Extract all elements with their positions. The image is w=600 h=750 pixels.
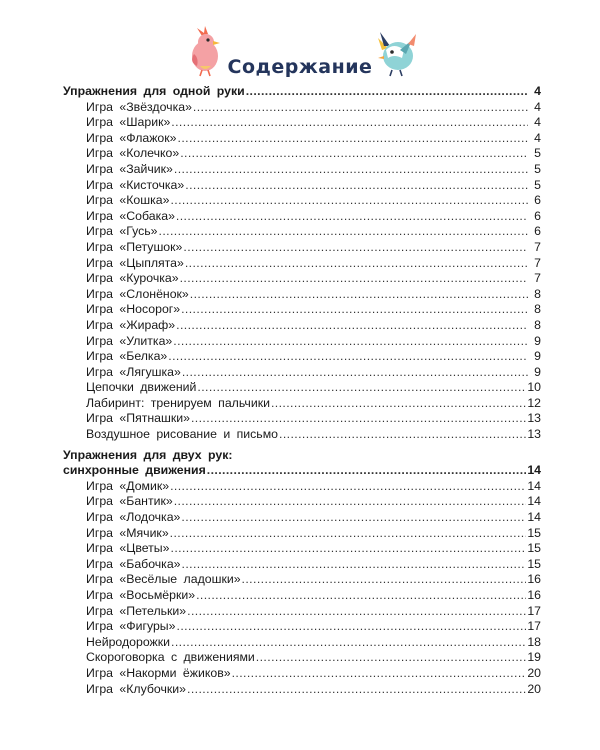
- entry-label: Игра «Клубочки»: [86, 681, 186, 696]
- leader-dots: [187, 682, 526, 698]
- page-number: 7: [534, 255, 541, 270]
- leader-dots: [178, 131, 529, 147]
- leader-dots: [170, 479, 526, 495]
- page-number: 8: [534, 302, 541, 317]
- entry-label: Игра «Колечко»: [86, 146, 180, 161]
- page-number: 4: [534, 130, 541, 145]
- leader-dots: [168, 349, 528, 365]
- entry-label: Цепочки движений: [86, 380, 197, 395]
- entry-label: Игра «Восьмёрки»: [86, 588, 196, 602]
- toc-entry[interactable]: [63, 635, 541, 651]
- toc-entry[interactable]: [63, 162, 541, 178]
- toc-entry[interactable]: [63, 100, 541, 116]
- section-items: [63, 479, 541, 697]
- leader-dots: [181, 302, 528, 318]
- leader-dots: [176, 209, 528, 225]
- entry-label: Игра «Гусь»: [86, 224, 158, 239]
- page-header: [0, 22, 600, 88]
- page-number: 17: [527, 619, 541, 634]
- page-number: 16: [527, 572, 541, 587]
- leader-dots: [171, 635, 526, 651]
- page-number: 15: [527, 541, 541, 556]
- page-number: 14: [527, 463, 541, 478]
- entry-label: Игра «Слонёнок»: [86, 286, 189, 301]
- page-number: 10: [527, 380, 541, 395]
- section-heading-line: Упражнения для двух рук:: [63, 447, 233, 462]
- toc-entry[interactable]: [63, 131, 541, 147]
- toc-entry[interactable]: [63, 193, 541, 209]
- leader-dots: [171, 115, 528, 131]
- toc-entry[interactable]: [63, 224, 541, 240]
- toc-entry[interactable]: [63, 588, 541, 604]
- toc-entry[interactable]: [63, 526, 541, 542]
- entry-label: Игра «Лодочка»: [86, 510, 181, 525]
- toc-entry[interactable]: [63, 557, 541, 573]
- page-number: 13: [527, 411, 541, 426]
- page-number: 5: [534, 177, 541, 192]
- toc-entry[interactable]: [63, 115, 541, 131]
- leader-dots: [232, 666, 527, 682]
- entry-label: Игра «Жираф»: [86, 317, 176, 332]
- page-number: 17: [527, 603, 541, 618]
- leader-dots: [196, 588, 526, 604]
- page-number: 9: [534, 333, 541, 348]
- entry-label: Игра «Курочка»: [86, 271, 179, 286]
- page-number: 12: [527, 395, 541, 410]
- entry-label: Скороговорка с движениями: [86, 650, 255, 665]
- page-number: 9: [534, 364, 541, 379]
- page-number: 14: [527, 494, 541, 509]
- entry-label: Игра «Бантик»: [86, 494, 173, 509]
- page-number: 8: [534, 317, 541, 332]
- table-of-contents: [63, 84, 541, 697]
- page-number: 6: [534, 193, 541, 208]
- toc-entry[interactable]: [63, 427, 541, 443]
- entry-label: Игра «Кисточка»: [86, 177, 185, 192]
- section-heading[interactable]: Упражнения для одной руки ..... 4: [63, 84, 541, 100]
- leader-dots: [171, 541, 527, 557]
- page-number: 4: [534, 84, 541, 98]
- entry-label: Игра «Фигуры»: [86, 619, 176, 634]
- toc-entry[interactable]: [63, 604, 541, 620]
- leader-dots: [256, 650, 527, 666]
- entry-label: Игра «Пятнашки»: [86, 411, 190, 426]
- toc-entry[interactable]: [63, 541, 541, 557]
- leader-dots: [246, 84, 528, 100]
- entry-label: Игра «Домик»: [86, 478, 170, 493]
- toc-entry[interactable]: [63, 572, 541, 588]
- entry-label: Игра «Зайчик»: [86, 161, 173, 176]
- leader-dots: [180, 146, 528, 162]
- page-number: 18: [527, 634, 541, 649]
- toc-entry[interactable]: [63, 396, 541, 412]
- entry-label: Игра «Улитка»: [86, 333, 173, 348]
- leader-dots: [197, 380, 526, 396]
- leader-dots: [271, 396, 526, 412]
- leader-dots: [185, 256, 528, 272]
- leader-dots: [174, 162, 528, 178]
- toc-entry[interactable]: [63, 650, 541, 666]
- toc-entry[interactable]: [63, 666, 541, 682]
- page-number: 16: [527, 588, 541, 602]
- leader-dots: [170, 526, 527, 542]
- toc-entry[interactable]: [63, 479, 541, 495]
- leader-dots: [185, 178, 528, 194]
- toc-entry[interactable]: [63, 411, 541, 427]
- entry-label: Игра «Кошка»: [86, 193, 170, 208]
- page-number: 5: [534, 161, 541, 176]
- page-number: 14: [527, 478, 541, 493]
- page-number: 9: [534, 349, 541, 364]
- entry-label: Воздушное рисование и письмо: [86, 427, 278, 442]
- page-number: 4: [534, 115, 541, 130]
- toc-entry[interactable]: [63, 209, 541, 225]
- entry-label: Игра «Мячик»: [86, 525, 169, 540]
- page-number: 4: [534, 99, 541, 114]
- page-number: 6: [534, 224, 541, 239]
- toc-entry[interactable]: [63, 510, 541, 526]
- leader-dots: [177, 619, 527, 635]
- toc-entry[interactable]: [63, 365, 541, 381]
- page-number: 5: [534, 146, 541, 161]
- toc-entry[interactable]: [63, 287, 541, 303]
- leader-dots: [176, 318, 528, 334]
- entry-label: Игра «Белка»: [86, 349, 168, 364]
- page-number: 13: [527, 427, 541, 442]
- toc-entry[interactable]: [63, 271, 541, 287]
- section-heading[interactable]: синхронные движения ..... 14: [63, 463, 541, 479]
- toc-entry[interactable]: [63, 318, 541, 334]
- toc-entry[interactable]: [63, 349, 541, 365]
- toc-entry[interactable]: [63, 334, 541, 350]
- toc-entry[interactable]: [63, 380, 541, 396]
- page-number: 7: [534, 239, 541, 254]
- page-number: 7: [534, 271, 541, 286]
- page-number: 14: [527, 510, 541, 525]
- entry-label: Игра «Собака»: [86, 208, 175, 223]
- entry-label: Игра «Лягушка»: [86, 364, 181, 379]
- leader-dots: [173, 334, 528, 350]
- leader-dots: [174, 494, 527, 510]
- page-number: 20: [527, 665, 541, 680]
- leader-dots: [207, 463, 527, 479]
- toc-entry[interactable]: [63, 256, 541, 272]
- section-items: [63, 100, 541, 443]
- entry-label: Игра «Весёлые ладошки»: [86, 572, 241, 587]
- entry-label: Игра «Бабочка»: [86, 556, 181, 571]
- leader-dots: [182, 365, 528, 381]
- leader-dots: [242, 572, 527, 588]
- toc-entry[interactable]: [63, 302, 541, 318]
- toc-entry[interactable]: [63, 146, 541, 162]
- entry-label: Игра «Петельки»: [86, 603, 187, 618]
- page-number: 15: [527, 525, 541, 540]
- entry-label: Нейродорожки: [86, 634, 171, 649]
- entry-label: Лабиринт: тренируем пальчики: [86, 395, 270, 410]
- page-number: 8: [534, 286, 541, 301]
- blue-bird-icon: [372, 28, 420, 78]
- toc-entry[interactable]: [63, 494, 541, 510]
- entry-label: Игра «Петушок»: [86, 239, 183, 254]
- toc-entry[interactable]: [63, 178, 541, 194]
- entry-label: Игра «Цыплята»: [86, 255, 184, 270]
- entry-label: Игра «Носорог»: [86, 302, 181, 317]
- page-title: Содержание: [227, 56, 373, 78]
- page-number: 15: [527, 556, 541, 571]
- leader-dots: [180, 271, 528, 287]
- leader-dots: [182, 557, 527, 573]
- entry-label: Игра «Накорми ёжиков»: [86, 665, 231, 680]
- entry-label: Игра «Звёздочка»: [86, 99, 192, 114]
- leader-dots: [181, 510, 526, 526]
- toc-entry[interactable]: [63, 682, 541, 698]
- leader-dots: [170, 193, 528, 209]
- leader-dots: [193, 100, 528, 116]
- leader-dots: [183, 240, 528, 256]
- leader-dots: [187, 604, 526, 620]
- leader-dots: [279, 427, 526, 443]
- entry-label: Игра «Флажок»: [86, 130, 177, 145]
- leader-dots: [159, 224, 529, 240]
- entry-label: Игра «Цветы»: [86, 541, 170, 556]
- toc-entry[interactable]: [63, 619, 541, 635]
- toc-entry[interactable]: [63, 240, 541, 256]
- page-number: 19: [527, 650, 541, 665]
- page-number: 6: [534, 208, 541, 223]
- leader-dots: [191, 411, 526, 427]
- leader-dots: [190, 287, 528, 303]
- entry-label: Игра «Шарик»: [86, 115, 171, 130]
- page-number: 20: [527, 681, 541, 696]
